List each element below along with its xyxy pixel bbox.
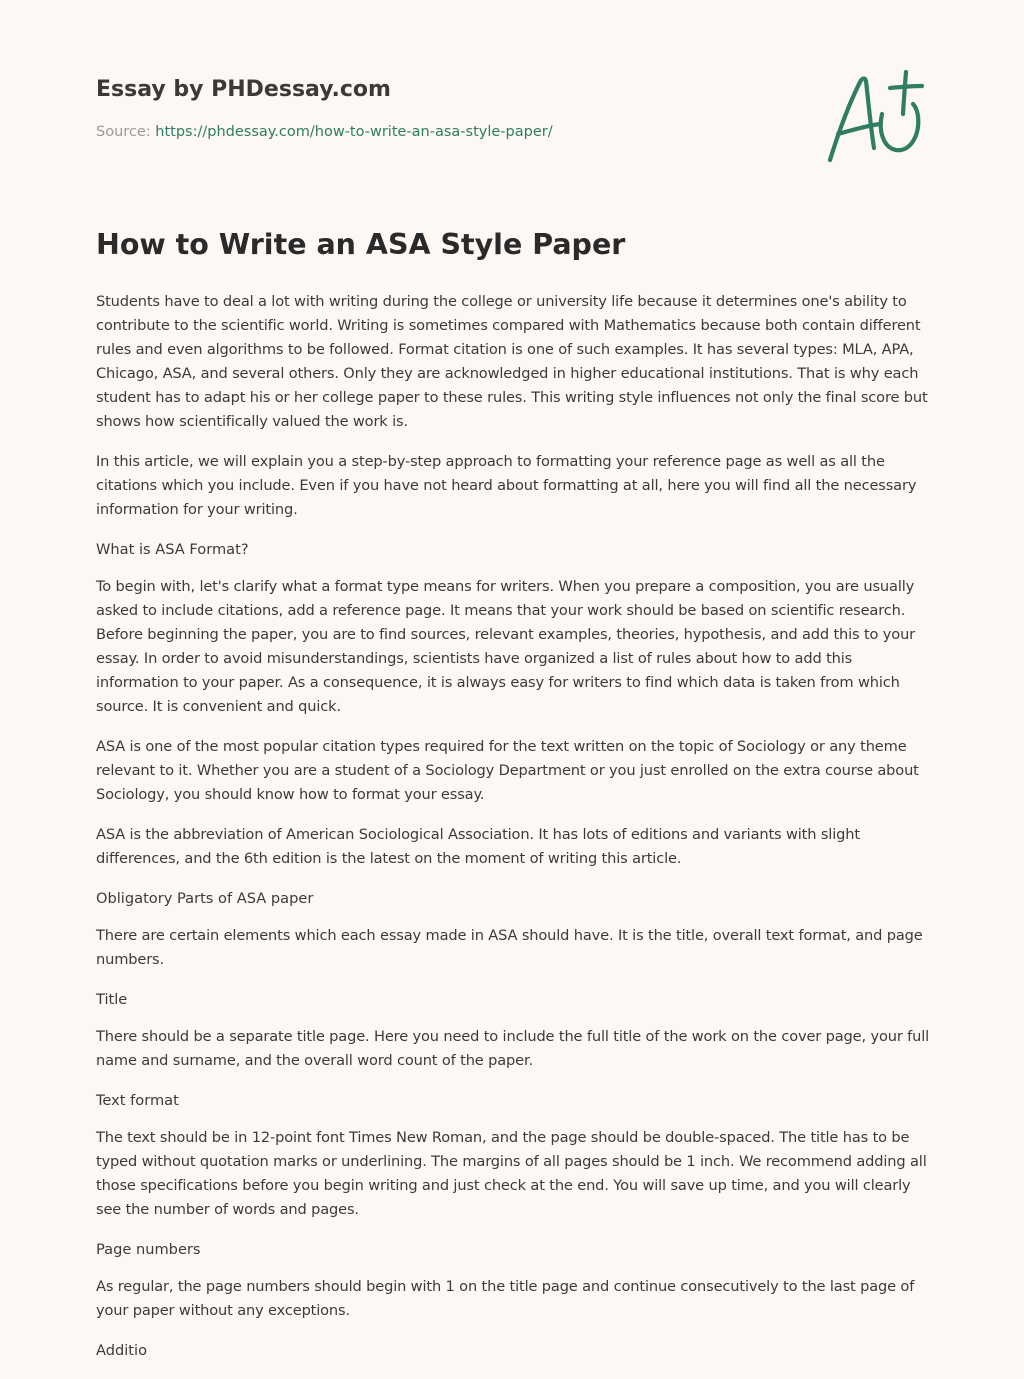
section-heading: Text format bbox=[96, 1092, 179, 1109]
paragraph: In this article, we will explain you a step-by-step approach to formatting your reference page as well as all the citations which you include. Even if you have not heard about formatting at all, here you will find all the necessary information for your writing. bbox=[96, 453, 917, 518]
page-header bbox=[96, 76, 796, 142]
source-link[interactable]: https://phdessay.com/how-to-write-an-asa-style-paper/ bbox=[155, 124, 553, 140]
paragraph: ASA is one of the most popular citation types required for the text written on the topic of Sociology or any theme relevant to it. Whether you are a student of a Sociology Department or you just enrolled on the extra course about Sociology, you should know how to format your essay. bbox=[96, 738, 919, 803]
document-title: How to Write an ASA Style Paper bbox=[96, 228, 626, 261]
paragraph: As regular, the page numbers should begin with 1 on the title page and continue consecutively to the last page of your paper without any exceptions. bbox=[96, 1278, 915, 1319]
site-title: Essay by PHDessay.com bbox=[96, 77, 391, 102]
document-content bbox=[96, 226, 934, 1376]
section-heading: Page numbers bbox=[96, 1241, 201, 1258]
paragraph: There are certain elements which each essay made in ASA should have. It is the title, overall text format, and page numbers. bbox=[96, 927, 923, 968]
paragraph: ASA is the abbreviation of American Sociological Association. It has lots of editions and variants with slight differences, and the 6th edition is the latest on the moment of writing this article. bbox=[96, 826, 860, 867]
section-heading: Obligatory Parts of ASA paper bbox=[96, 890, 314, 907]
paragraph: There should be a separate title page. Here you need to include the full title of the work on the cover page, your full name and surname, and the overall word count of the paper. bbox=[96, 1028, 930, 1069]
paragraph: Students have to deal a lot with writing during the college or university life because it determines one's ability to contribute to the scientific world. Writing is sometimes compared with Mathematics because both contain different rules and even algorithms to be followed. Format citation is one of such examples. It has several types: MLA, APA, Chicago, ASA, and several others. Only they are acknowledged in higher educational institutions. That is why each student has to adapt his or her college paper to these rules. This writing style influences not only the final score but shows how scientifically valued the work is. bbox=[96, 293, 928, 430]
source-label: Source: bbox=[96, 124, 156, 140]
a-plus-logo-icon bbox=[818, 64, 930, 168]
section-heading: Additio bbox=[96, 1342, 148, 1359]
source-line bbox=[96, 122, 796, 142]
section-heading: Title bbox=[96, 991, 128, 1008]
section-heading: What is ASA Format? bbox=[96, 541, 249, 558]
paragraph: The text should be in 12-point font Times New Roman, and the page should be double-spaced. The title has to be typed without quotation marks or underlining. The margins of all pages should be 1 inch. We recommend adding all those specifications before you begin writing and just check at the end. You will save up time, and you will clearly see the number of words and pages. bbox=[96, 1129, 927, 1218]
document-body bbox=[96, 290, 934, 1363]
paragraph: To begin with, let's clarify what a format type means for writers. When you prepare a composition, you are usually asked to include citations, add a reference page. It means that your work should be based on scientific research. Before beginning the paper, you are to find sources, relevant examples, theories, hypothesis, and add this to your essay. In order to avoid misunderstandings, scientists have organized a list of rules about how to add this information to your paper. As a consequence, it is always easy for writers to find which data is taken from which source. It is convenient and quick. bbox=[96, 578, 916, 715]
